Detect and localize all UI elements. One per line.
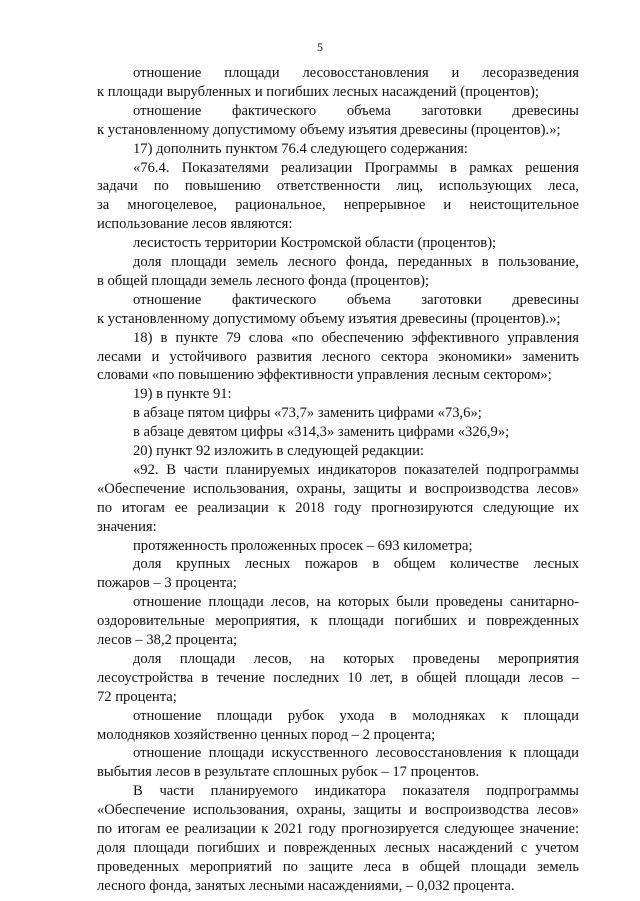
text-line: словами «по повышению эффективности управления лесным сектором»; [97, 367, 552, 384]
text-line: отношение площади рубок ухода в молодняках к площади [133, 707, 579, 724]
text-line: лесистость территории Костромской области (процентов); [133, 235, 497, 252]
text-line: протяженность проложенных просек – 693 километра; [133, 537, 473, 554]
text-line: к установленному допустимому объему изъятия древесины (процентов).»; [97, 121, 561, 138]
text-line: доля крупных лесных пожаров в общем количестве лесных [133, 556, 579, 573]
text-line: к площади вырубленных и погибших лесных насаждений (процентов); [97, 83, 539, 100]
text-line: задачи по повышению ответственности лиц, использующих леса, [97, 178, 579, 195]
text-line: лесами и устойчивого развития лесного сектора экономики» заменить [97, 348, 579, 365]
text-line: 19) в пункте 91: [133, 386, 232, 403]
page-number: 5 [317, 40, 323, 54]
text-line: за многоцелевое, рациональное, непрерывное и неистощительное [97, 197, 579, 214]
text-line: значения: [97, 518, 157, 535]
text-line: проведенных мероприятий по защите леса в общей площади земель [97, 858, 579, 875]
text-line: доля площади лесов, на которых проведены мероприятия [133, 650, 579, 667]
text-line: отношение площади лесовосстановления и лесоразведения [133, 65, 579, 81]
text-line: доля площади земель лесного фонда, переданных в пользование, [133, 254, 579, 270]
text-line: «76.4. Показателями реализации Программы в рамках решения [133, 159, 579, 176]
text-line: в абзаце девятом цифры «314,3» заменить цифрами «326,9»; [133, 424, 510, 441]
text-line: использование лесов являются: [97, 216, 293, 233]
text-line: отношение фактического объема заготовки древесины [133, 291, 579, 308]
text-line: «Обеспечение использования, охраны, защиты и воспроизводства лесов» [97, 802, 579, 819]
text-line: оздоровительные мероприятия, к площади погибших и поврежденных [97, 613, 579, 630]
text-line: молодняков хозяйственно ценных пород – 2 процента; [97, 726, 436, 743]
text-line: «92. В части планируемых индикаторов показателей подпрограммы [133, 461, 579, 478]
text-line: «Обеспечение использования, охраны, защиты и воспроизводства лесов» [97, 480, 579, 497]
text-line: 72 процента; [97, 688, 177, 705]
text-line: отношение фактического объема заготовки древесины [133, 102, 579, 119]
text-line: лесоустройства в течение последних 10 лет, в общей площади лесов – [97, 669, 579, 686]
text-line: в общей площади земель лесного фонда (процентов); [97, 272, 430, 289]
text-line: по итогам ее реализации к 2021 году прогнозируется следующее значение: [97, 821, 579, 837]
text-line: доля площади погибших и поврежденных лесных насаждений с учетом [97, 839, 579, 856]
text-line: В части планируемого индикатора показателя подпрограммы [133, 783, 579, 800]
text-line: 20) пункт 92 изложить в следующей редакции: [133, 443, 424, 459]
text-line: отношение площади лесов, на которых были проведены санитарно- [133, 594, 579, 611]
text-line: отношение площади искусственного лесовосстановления к площади [133, 745, 579, 762]
text-line: 18) в пункте 79 слова «по обеспечению эффективного управления [133, 329, 579, 346]
text-line: пожаров – 3 процента; [97, 575, 237, 592]
text-line: в абзаце пятом цифры «73,7» заменить цифрами «73,6»; [133, 405, 482, 422]
text-line: лесного фонда, занятых лесными насаждениями, – 0,032 процента. [97, 877, 515, 894]
text-line: лесов – 38,2 процента; [97, 632, 238, 648]
text-line: по итогам ее реализации к 2018 году прогнозируются следующие их [97, 499, 579, 516]
text-line: выбытия лесов в результате сплошных рубок – 17 процентов. [97, 764, 480, 781]
text-line: 17) дополнить пунктом 76.4 следующего содержания: [133, 140, 468, 157]
text-line: к установленному допустимому объему изъятия древесины (процентов).»; [97, 310, 561, 327]
